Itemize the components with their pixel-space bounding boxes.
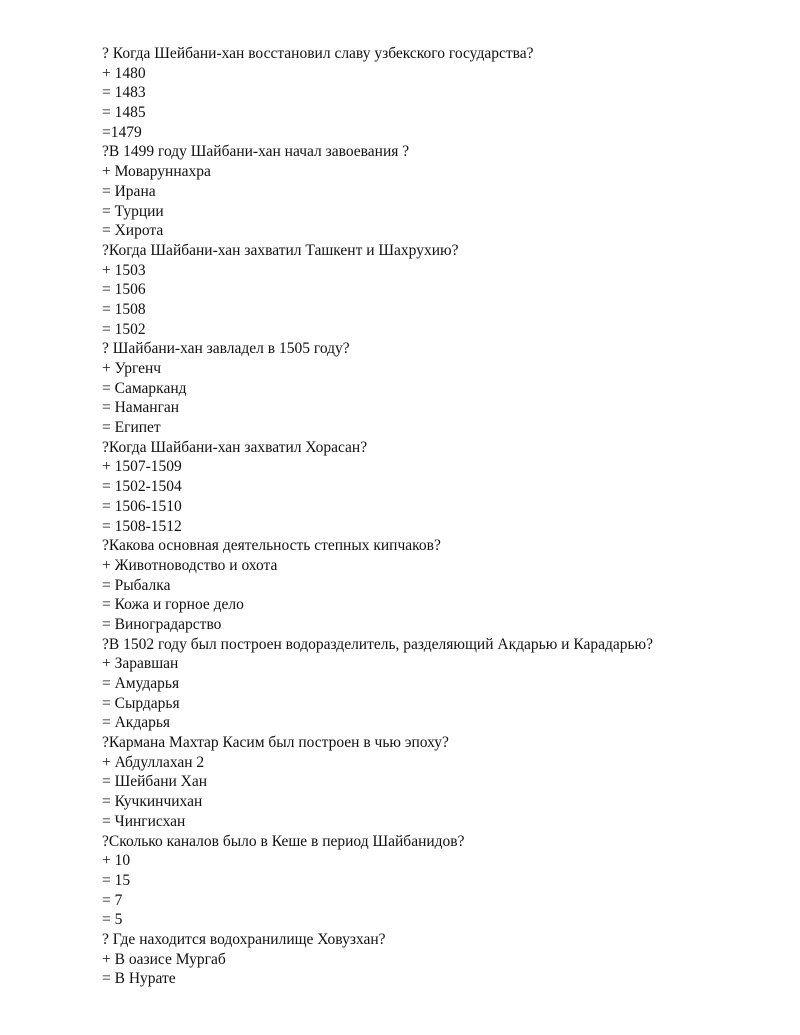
answer-option-line: = 7 <box>102 891 123 909</box>
answer-option-line: = Наманган <box>102 399 180 417</box>
correct-answer-line: + Ургенч <box>102 360 162 377</box>
answer-option-line: = 15 <box>102 871 131 889</box>
question-line: ? Где находится водохранилище Ховузхан? <box>102 930 386 948</box>
correct-answer-line: + Животноводство и охота <box>102 556 278 574</box>
answer-option-line: = Турции <box>102 202 164 220</box>
answer-option-line: = 1502 <box>102 320 146 338</box>
question-line: ?В 1499 году Шайбани-хан начал завоевания ? <box>102 143 410 161</box>
answer-option-line: = 1502-1504 <box>102 478 182 496</box>
answer-option-line: = 1506-1510 <box>102 497 182 515</box>
answer-option-line: = 1483 <box>102 84 146 102</box>
answer-option-line: = Самарканд <box>102 379 187 397</box>
answer-option-line: = 1508 <box>102 300 146 318</box>
answer-option-line: = Акдарья <box>102 714 171 732</box>
answer-option-line: = В Нурате <box>102 970 176 988</box>
answer-option-line: = Чингисхан <box>102 812 186 830</box>
document-page <box>102 44 782 989</box>
correct-answer-line: + В оазисе Мургаб <box>102 950 226 968</box>
correct-answer-line: + 10 <box>102 852 131 870</box>
answer-option-line: = 1506 <box>102 281 146 299</box>
answer-option-line: = Хирота <box>102 222 164 240</box>
answer-option-line: = Египет <box>102 419 161 437</box>
question-line: ? Когда Шейбани-хан восстановил славу узбекского государства? <box>102 45 534 62</box>
question-line: ?Кармана Махтар Касим был построен в чью эпоху? <box>102 734 449 752</box>
answer-option-line: = Ирана <box>102 182 156 200</box>
correct-answer-line: + Моваруннахра <box>102 163 211 181</box>
correct-answer-line: + 1480 <box>102 64 146 82</box>
answer-option-line: = Рыбалка <box>102 576 171 594</box>
answer-option-line: = Шейбани Хан <box>102 773 208 791</box>
answer-option-line: = Амударья <box>102 675 180 692</box>
answer-option-line: =1479 <box>102 123 142 141</box>
correct-answer-line: + 1503 <box>102 261 146 279</box>
answer-option-line: = Сырдарья <box>102 694 180 712</box>
answer-option-line: = 1485 <box>102 104 146 122</box>
answer-option-line: = Кожа и горное дело <box>102 596 244 614</box>
answer-option-line: = 1508-1512 <box>102 517 182 535</box>
correct-answer-line: + 1507-1509 <box>102 458 182 476</box>
correct-answer-line: + Абдуллахан 2 <box>102 753 205 771</box>
answer-option-line: = 5 <box>102 911 123 929</box>
question-line: ?В 1502 году был построен водоразделитель, разделяющий Акдарью и Карадарью? <box>102 635 654 653</box>
correct-answer-line: + Заравшан <box>102 655 179 673</box>
question-line: ?Сколько каналов было в Кеше в период Шайбанидов? <box>102 832 465 850</box>
question-line: ? Шайбани-хан завладел в 1505 году? <box>102 340 350 358</box>
question-line: ?Какова основная деятельность степных кипчаков? <box>102 537 441 555</box>
question-line: ?Когда Шайбани-хан захватил Ташкент и Шахрухию? <box>102 241 459 259</box>
answer-option-line: = Кучкинчихан <box>102 793 203 811</box>
answer-option-line: = Виноградарство <box>102 615 222 633</box>
question-line: ?Когда Шайбани-хан захватил Хорасан? <box>102 438 368 456</box>
